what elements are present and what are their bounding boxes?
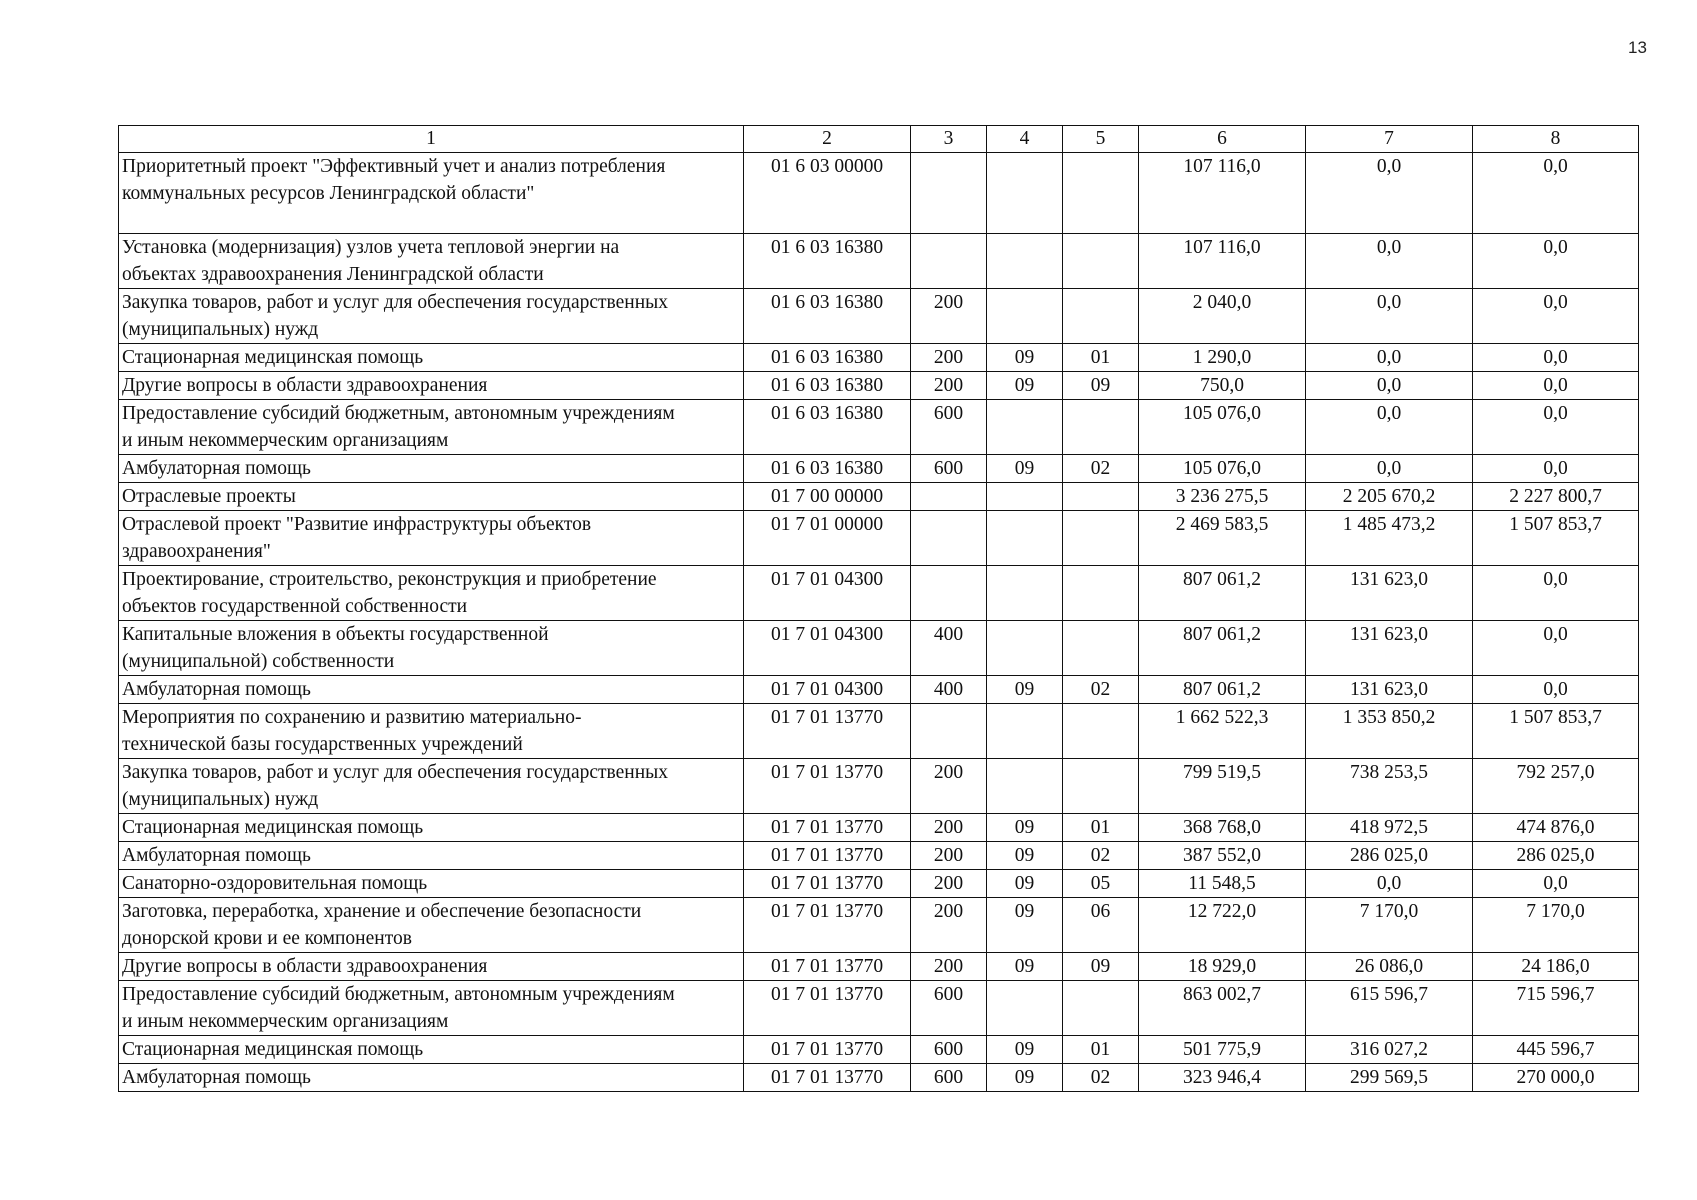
expense-type-code-cell: 600 — [911, 455, 987, 483]
subsection-code-cell — [1063, 400, 1139, 455]
expense-type-code-cell: 600 — [911, 400, 987, 455]
target-article-code-cell: 01 7 01 13770 — [744, 870, 911, 898]
target-article-code-cell: 01 6 03 00000 — [744, 153, 911, 234]
expense-type-code-cell — [911, 153, 987, 234]
amount-cell: 0,0 — [1473, 621, 1639, 676]
target-article-code-cell: 01 6 03 16380 — [744, 289, 911, 344]
row-name-cell: Другие вопросы в области здравоохранения — [119, 372, 744, 400]
subsection-code-cell: 09 — [1063, 953, 1139, 981]
amount-cell: 0,0 — [1473, 344, 1639, 372]
subsection-code-cell: 05 — [1063, 870, 1139, 898]
subsection-code-cell: 02 — [1063, 1064, 1139, 1092]
subsection-code-cell: 06 — [1063, 898, 1139, 953]
table-row — [119, 483, 1639, 511]
amount-cell: 26 086,0 — [1306, 953, 1473, 981]
amount-cell: 18 929,0 — [1139, 953, 1306, 981]
section-code-cell: 09 — [987, 1036, 1063, 1064]
subsection-code-cell — [1063, 621, 1139, 676]
expense-type-code-cell: 600 — [911, 981, 987, 1036]
amount-cell: 0,0 — [1306, 372, 1473, 400]
subsection-code-cell: 01 — [1063, 1036, 1139, 1064]
row-name-cell: Амбулаторная помощь — [119, 1064, 744, 1092]
table-row — [119, 898, 1639, 953]
amount-cell: 7 170,0 — [1473, 898, 1639, 953]
amount-cell: 0,0 — [1473, 870, 1639, 898]
target-article-code-cell: 01 7 01 00000 — [744, 511, 911, 566]
amount-cell: 501 775,9 — [1139, 1036, 1306, 1064]
target-article-code-cell: 01 6 03 16380 — [744, 344, 911, 372]
amount-cell: 1 353 850,2 — [1306, 704, 1473, 759]
row-name-cell: Отраслевые проекты — [119, 483, 744, 511]
row-name-cell: Предоставление субсидий бюджетным, автономным учреждениям и иным некоммерческим организациям — [119, 400, 744, 455]
target-article-code-cell: 01 7 01 13770 — [744, 953, 911, 981]
expense-type-code-cell — [911, 234, 987, 289]
target-article-code-cell: 01 7 01 13770 — [744, 898, 911, 953]
amount-cell: 0,0 — [1306, 289, 1473, 344]
amount-cell: 474 876,0 — [1473, 814, 1639, 842]
subsection-code-cell — [1063, 234, 1139, 289]
subsection-code-cell — [1063, 511, 1139, 566]
target-article-code-cell: 01 7 01 04300 — [744, 566, 911, 621]
target-article-code-cell: 01 7 01 13770 — [744, 1036, 911, 1064]
row-name-cell: Отраслевой проект "Развитие инфраструктуры объектов здравоохранения" — [119, 511, 744, 566]
amount-cell: 0,0 — [1306, 153, 1473, 234]
amount-cell: 0,0 — [1473, 676, 1639, 704]
row-name-cell: Заготовка, переработка, хранение и обеспечение безопасности донорской крови и ее компонентов — [119, 898, 744, 953]
expense-type-code-cell: 400 — [911, 621, 987, 676]
expense-type-code-cell: 200 — [911, 814, 987, 842]
amount-cell: 0,0 — [1473, 289, 1639, 344]
amount-cell: 131 623,0 — [1306, 566, 1473, 621]
amount-cell: 807 061,2 — [1139, 566, 1306, 621]
table-row — [119, 953, 1639, 981]
expense-type-code-cell — [911, 566, 987, 621]
amount-cell: 1 485 473,2 — [1306, 511, 1473, 566]
section-code-cell: 09 — [987, 953, 1063, 981]
target-article-code-cell: 01 6 03 16380 — [744, 400, 911, 455]
amount-cell: 715 596,7 — [1473, 981, 1639, 1036]
subsection-code-cell — [1063, 704, 1139, 759]
target-article-code-cell: 01 7 01 04300 — [744, 676, 911, 704]
section-code-cell — [987, 621, 1063, 676]
table-body — [119, 153, 1639, 1092]
amount-cell: 445 596,7 — [1473, 1036, 1639, 1064]
row-name-cell: Амбулаторная помощь — [119, 842, 744, 870]
table-row — [119, 289, 1639, 344]
amount-cell: 0,0 — [1473, 153, 1639, 234]
section-code-cell — [987, 704, 1063, 759]
amount-cell: 3 236 275,5 — [1139, 483, 1306, 511]
amount-cell: 316 027,2 — [1306, 1036, 1473, 1064]
table-row — [119, 234, 1639, 289]
amount-cell: 286 025,0 — [1473, 842, 1639, 870]
amount-cell: 0,0 — [1473, 455, 1639, 483]
amount-cell: 2 227 800,7 — [1473, 483, 1639, 511]
amount-cell: 0,0 — [1473, 400, 1639, 455]
table-row — [119, 511, 1639, 566]
section-code-cell — [987, 400, 1063, 455]
budget-table — [118, 125, 1639, 1092]
amount-cell: 863 002,7 — [1139, 981, 1306, 1036]
section-code-cell — [987, 153, 1063, 234]
subsection-code-cell: 01 — [1063, 814, 1139, 842]
column-header: 6 — [1139, 126, 1306, 153]
row-name-cell: Установка (модернизация) узлов учета тепловой энергии на объектах здравоохранения Ленинградской области — [119, 234, 744, 289]
expense-type-code-cell: 200 — [911, 842, 987, 870]
expense-type-code-cell — [911, 511, 987, 566]
section-code-cell — [987, 511, 1063, 566]
amount-cell: 0,0 — [1306, 400, 1473, 455]
subsection-code-cell — [1063, 483, 1139, 511]
expense-type-code-cell: 200 — [911, 344, 987, 372]
amount-cell: 418 972,5 — [1306, 814, 1473, 842]
column-header: 1 — [119, 126, 744, 153]
amount-cell: 131 623,0 — [1306, 676, 1473, 704]
expense-type-code-cell: 200 — [911, 898, 987, 953]
section-code-cell — [987, 566, 1063, 621]
row-name-cell: Закупка товаров, работ и услуг для обеспечения государственных (муниципальных) нужд — [119, 759, 744, 814]
amount-cell: 11 548,5 — [1139, 870, 1306, 898]
row-name-cell: Стационарная медицинская помощь — [119, 1036, 744, 1064]
amount-cell: 750,0 — [1139, 372, 1306, 400]
table-row — [119, 621, 1639, 676]
amount-cell: 0,0 — [1306, 344, 1473, 372]
section-code-cell — [987, 234, 1063, 289]
expense-type-code-cell: 200 — [911, 953, 987, 981]
amount-cell: 105 076,0 — [1139, 455, 1306, 483]
amount-cell: 107 116,0 — [1139, 153, 1306, 234]
amount-cell: 0,0 — [1473, 566, 1639, 621]
table-row — [119, 1064, 1639, 1092]
expense-type-code-cell: 600 — [911, 1064, 987, 1092]
amount-cell: 270 000,0 — [1473, 1064, 1639, 1092]
amount-cell: 105 076,0 — [1139, 400, 1306, 455]
amount-cell: 0,0 — [1306, 870, 1473, 898]
target-article-code-cell: 01 6 03 16380 — [744, 372, 911, 400]
amount-cell: 738 253,5 — [1306, 759, 1473, 814]
amount-cell: 799 519,5 — [1139, 759, 1306, 814]
target-article-code-cell: 01 7 01 13770 — [744, 704, 911, 759]
table-row — [119, 153, 1639, 234]
table-row — [119, 400, 1639, 455]
expense-type-code-cell — [911, 483, 987, 511]
section-code-cell: 09 — [987, 344, 1063, 372]
subsection-code-cell: 02 — [1063, 455, 1139, 483]
row-name-cell: Приоритетный проект "Эффективный учет и анализ потребления коммунальных ресурсов Ленинградской области" — [119, 153, 744, 234]
table-row — [119, 981, 1639, 1036]
target-article-code-cell: 01 7 01 13770 — [744, 814, 911, 842]
target-article-code-cell: 01 7 01 13770 — [744, 759, 911, 814]
amount-cell: 12 722,0 — [1139, 898, 1306, 953]
target-article-code-cell: 01 7 01 04300 — [744, 621, 911, 676]
section-code-cell: 09 — [987, 842, 1063, 870]
target-article-code-cell: 01 6 03 16380 — [744, 234, 911, 289]
amount-cell: 299 569,5 — [1306, 1064, 1473, 1092]
subsection-code-cell — [1063, 759, 1139, 814]
expense-type-code-cell: 200 — [911, 759, 987, 814]
section-code-cell — [987, 483, 1063, 511]
section-code-cell: 09 — [987, 676, 1063, 704]
target-article-code-cell: 01 7 01 13770 — [744, 1064, 911, 1092]
expense-type-code-cell: 400 — [911, 676, 987, 704]
section-code-cell: 09 — [987, 372, 1063, 400]
amount-cell: 807 061,2 — [1139, 621, 1306, 676]
amount-cell: 807 061,2 — [1139, 676, 1306, 704]
table-row — [119, 372, 1639, 400]
row-name-cell: Закупка товаров, работ и услуг для обеспечения государственных (муниципальных) нужд — [119, 289, 744, 344]
row-name-cell: Стационарная медицинская помощь — [119, 344, 744, 372]
amount-cell: 1 507 853,7 — [1473, 511, 1639, 566]
column-header: 7 — [1306, 126, 1473, 153]
subsection-code-cell — [1063, 566, 1139, 621]
amount-cell: 387 552,0 — [1139, 842, 1306, 870]
column-header: 5 — [1063, 126, 1139, 153]
amount-cell: 107 116,0 — [1139, 234, 1306, 289]
table-row — [119, 344, 1639, 372]
amount-cell: 0,0 — [1306, 234, 1473, 289]
target-article-code-cell: 01 6 03 16380 — [744, 455, 911, 483]
row-name-cell: Мероприятия по сохранению и развитию материально- технической базы государственных учреждений — [119, 704, 744, 759]
table-row — [119, 842, 1639, 870]
section-code-cell — [987, 289, 1063, 344]
column-header: 2 — [744, 126, 911, 153]
amount-cell: 2 469 583,5 — [1139, 511, 1306, 566]
subsection-code-cell: 01 — [1063, 344, 1139, 372]
subsection-code-cell: 02 — [1063, 676, 1139, 704]
amount-cell: 1 662 522,3 — [1139, 704, 1306, 759]
table-row — [119, 704, 1639, 759]
section-code-cell — [987, 981, 1063, 1036]
amount-cell: 2 040,0 — [1139, 289, 1306, 344]
table-row — [119, 759, 1639, 814]
amount-cell: 286 025,0 — [1306, 842, 1473, 870]
section-code-cell: 09 — [987, 1064, 1063, 1092]
amount-cell: 131 623,0 — [1306, 621, 1473, 676]
subsection-code-cell — [1063, 981, 1139, 1036]
row-name-cell: Другие вопросы в области здравоохранения — [119, 953, 744, 981]
column-header: 3 — [911, 126, 987, 153]
row-name-cell: Амбулаторная помощь — [119, 455, 744, 483]
amount-cell: 1 290,0 — [1139, 344, 1306, 372]
table-row — [119, 870, 1639, 898]
row-name-cell: Предоставление субсидий бюджетным, автономным учреждениям и иным некоммерческим организациям — [119, 981, 744, 1036]
subsection-code-cell — [1063, 153, 1139, 234]
amount-cell: 0,0 — [1306, 455, 1473, 483]
target-article-code-cell: 01 7 01 13770 — [744, 842, 911, 870]
amount-cell: 24 186,0 — [1473, 953, 1639, 981]
page-number: 13 — [1628, 38, 1647, 57]
amount-cell: 368 768,0 — [1139, 814, 1306, 842]
table-row — [119, 566, 1639, 621]
row-name-cell: Амбулаторная помощь — [119, 676, 744, 704]
amount-cell: 792 257,0 — [1473, 759, 1639, 814]
row-name-cell: Проектирование, строительство, реконструкция и приобретение объектов государственной собственности — [119, 566, 744, 621]
section-code-cell — [987, 759, 1063, 814]
amount-cell: 323 946,4 — [1139, 1064, 1306, 1092]
subsection-code-cell: 09 — [1063, 372, 1139, 400]
table-header-row — [119, 126, 1639, 153]
table-row — [119, 455, 1639, 483]
section-code-cell: 09 — [987, 870, 1063, 898]
expense-type-code-cell: 200 — [911, 870, 987, 898]
subsection-code-cell — [1063, 289, 1139, 344]
amount-cell: 0,0 — [1473, 372, 1639, 400]
expense-type-code-cell: 200 — [911, 372, 987, 400]
amount-cell: 615 596,7 — [1306, 981, 1473, 1036]
row-name-cell: Стационарная медицинская помощь — [119, 814, 744, 842]
table-row — [119, 814, 1639, 842]
column-header: 8 — [1473, 126, 1639, 153]
expense-type-code-cell: 200 — [911, 289, 987, 344]
section-code-cell: 09 — [987, 455, 1063, 483]
amount-cell: 0,0 — [1473, 234, 1639, 289]
row-name-cell: Капитальные вложения в объекты государственной (муниципальной) собственности — [119, 621, 744, 676]
amount-cell: 7 170,0 — [1306, 898, 1473, 953]
section-code-cell: 09 — [987, 814, 1063, 842]
target-article-code-cell: 01 7 00 00000 — [744, 483, 911, 511]
subsection-code-cell: 02 — [1063, 842, 1139, 870]
table-row — [119, 676, 1639, 704]
target-article-code-cell: 01 7 01 13770 — [744, 981, 911, 1036]
table-row — [119, 1036, 1639, 1064]
row-name-cell: Санаторно-оздоровительная помощь — [119, 870, 744, 898]
amount-cell: 1 507 853,7 — [1473, 704, 1639, 759]
amount-cell: 2 205 670,2 — [1306, 483, 1473, 511]
section-code-cell: 09 — [987, 898, 1063, 953]
expense-type-code-cell — [911, 704, 987, 759]
expense-type-code-cell: 600 — [911, 1036, 987, 1064]
column-header: 4 — [987, 126, 1063, 153]
